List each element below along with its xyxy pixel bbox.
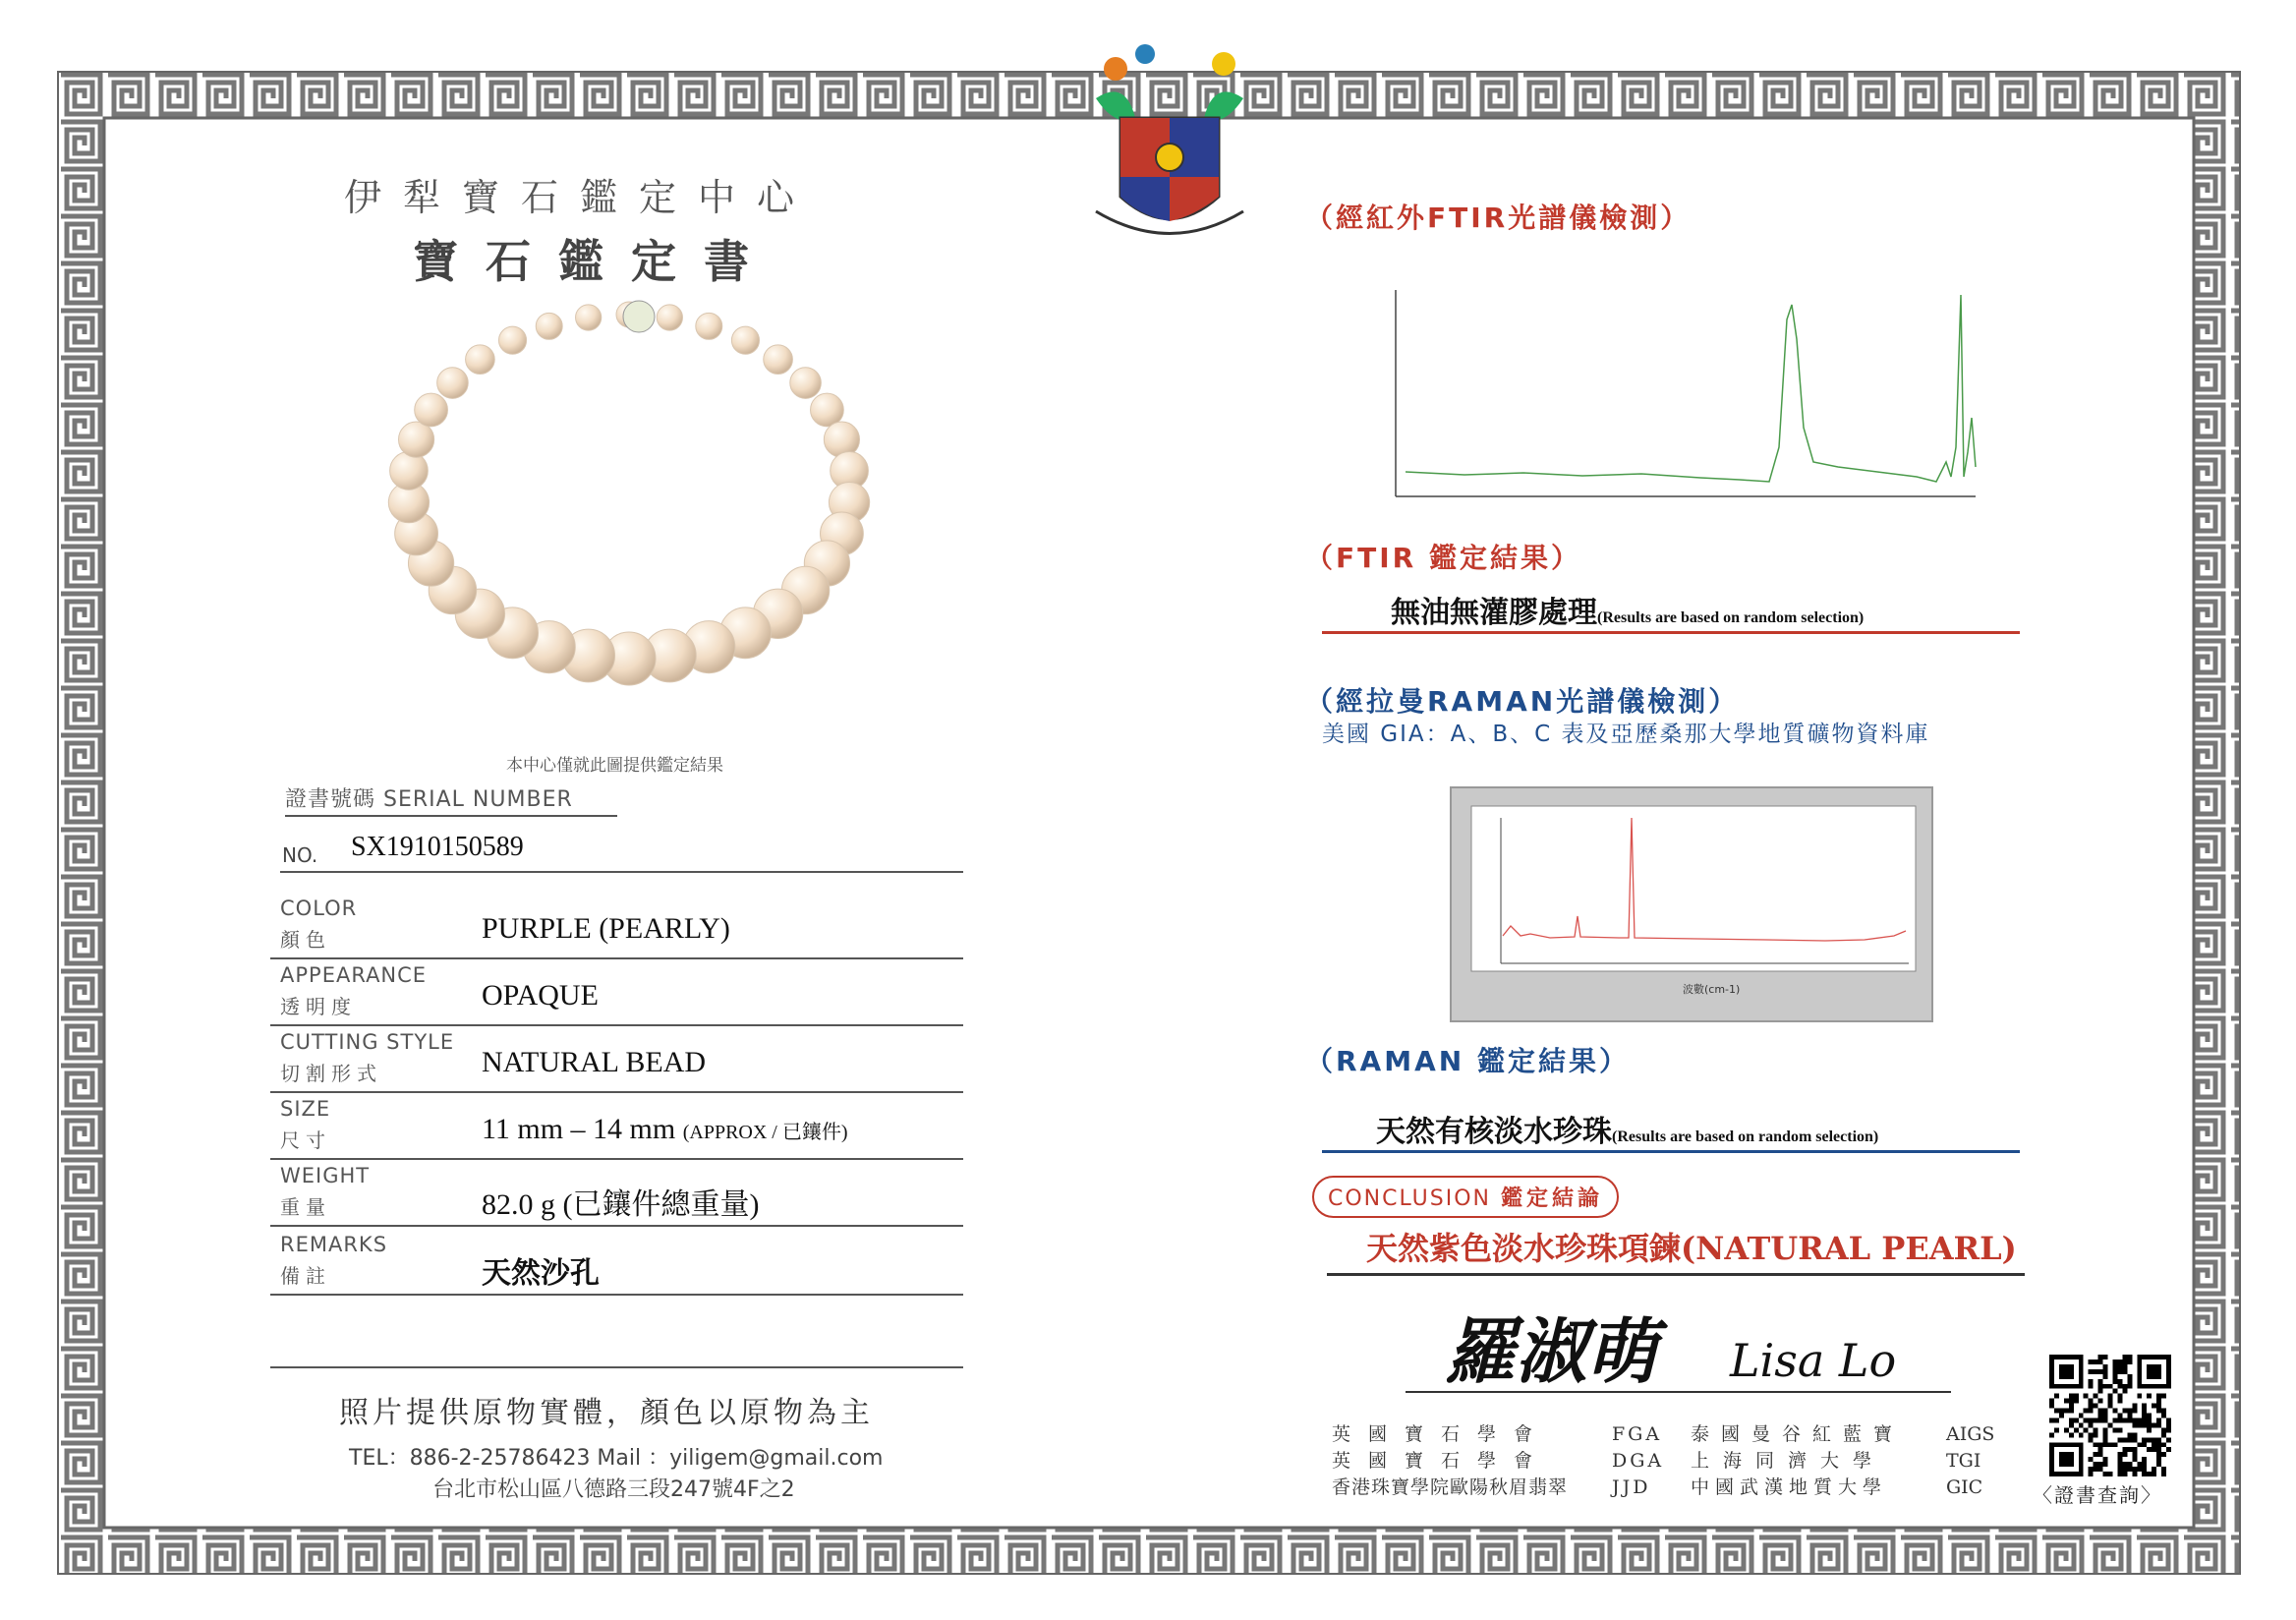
pearl [499, 326, 527, 354]
pearl [657, 305, 682, 330]
center-name: 伊犁寶石鑑定中心 [344, 176, 817, 219]
divider [1327, 1273, 2025, 1276]
credential-row [1332, 1475, 1994, 1501]
field-label-zh: 備註 [280, 1264, 331, 1288]
ftir-result-note: (Results are based on random selection) [1597, 609, 1865, 626]
qr-label: 〈證書查詢〉 [2033, 1483, 2162, 1507]
field-label-en: APPEARANCE [280, 963, 428, 987]
raman-x-axis-label: 波數(cm-1) [1683, 983, 1741, 996]
field-row-appearance [270, 959, 963, 1026]
ftir-result [1391, 588, 1864, 631]
credential-code: FGA [1612, 1423, 1663, 1445]
field-label-zh: 切割形式 [280, 1062, 382, 1085]
ftir-heading: （經紅外FTIR光譜儀檢測） [1305, 202, 1692, 234]
coat-of-arms-logo [1076, 29, 1263, 256]
field-label-en: CUTTING STYLE [280, 1030, 455, 1054]
pearl [696, 313, 722, 339]
raman-database: 美國 GIA：A、B、C 表及亞歷桑那大學地質礦物資料庫 [1322, 722, 1930, 747]
serial-number-row [280, 832, 963, 873]
pearl [466, 345, 495, 375]
ftir-result-text: 無油無灌膠處理 [1391, 596, 1597, 630]
field-row-weight [270, 1160, 963, 1227]
pearl [764, 345, 793, 375]
field-value: 天然沙孔 [482, 1257, 600, 1290]
size-note: (APPROX / 已鑲件) [682, 1122, 848, 1143]
field-label-en: COLOR [280, 897, 358, 920]
field-row-size [270, 1093, 963, 1160]
field-row-remarks [270, 1229, 963, 1296]
photo-caption: 本中心僅就此圖提供鑑定結果 [506, 756, 723, 776]
field-value [482, 1113, 848, 1146]
raman-result [1376, 1107, 1878, 1150]
serial-no-label: NO. [282, 843, 318, 867]
pearl [731, 326, 759, 354]
clasp [623, 301, 655, 332]
field-label-zh: 重量 [280, 1195, 331, 1219]
conclusion-label [1312, 1176, 1619, 1218]
pearl [576, 305, 602, 330]
conclusion-label-en: CONCLUSION [1328, 1186, 1491, 1211]
photo-note: 照片提供原物實體，顏色以原物為主 [339, 1396, 874, 1430]
credential-row [1332, 1448, 1994, 1475]
raman-result-note: (Results are based on random selection) [1612, 1128, 1879, 1145]
address: 台北市松山區八德路三段247號4F之2 [432, 1477, 795, 1502]
raman-spectrum-chart [1450, 786, 1933, 1022]
credential-org: 泰國曼谷紅藍寶 [1691, 1423, 1905, 1445]
serial-label: 證書號碼 SERIAL NUMBER [285, 782, 617, 817]
credential-code: AIGS [1946, 1423, 1995, 1445]
pearl [437, 368, 469, 399]
credential-row [1332, 1421, 1994, 1448]
ftir-result-heading: （FTIR 鑑定結果） [1305, 542, 1581, 574]
credential-code: GIC [1946, 1476, 1983, 1498]
pearl-necklace-photo [344, 280, 914, 732]
field-value: NATURAL BEAD [482, 1046, 707, 1078]
field-label-zh: 透明度 [280, 995, 357, 1018]
field-value: OPAQUE [482, 979, 599, 1012]
credential-org: 上海同濟大學 [1691, 1450, 1886, 1472]
svg-text:羅淑萌: 羅淑萌 [1445, 1309, 1658, 1393]
credential-org: 英國寶石學會 [1332, 1423, 1551, 1445]
raman-result-text: 天然有核淡水珍珠 [1376, 1115, 1612, 1149]
field-row-color [270, 893, 963, 959]
handwritten-signature [1445, 1307, 1956, 1396]
pearl [790, 368, 822, 399]
pearl [390, 451, 429, 490]
conclusion-value: 天然紫色淡水珍珠項鍊(NATURAL PEARL) [1366, 1230, 2017, 1267]
svg-text:Lisa Lo: Lisa Lo [1730, 1334, 1897, 1387]
field-value: PURPLE (PEARLY) [482, 912, 730, 945]
raman-result-heading: （RAMAN 鑑定結果） [1305, 1045, 1630, 1077]
raman-heading: （經拉曼RAMAN光譜儀檢測） [1305, 685, 1740, 718]
credentials-table [1332, 1421, 1994, 1501]
field-row-cutting-style [270, 1026, 963, 1093]
document-title: 寶石鑑定書 [413, 235, 776, 288]
conclusion-label-zh: 鑑定結論 [1501, 1186, 1604, 1211]
field-label-en: SIZE [280, 1097, 331, 1121]
field-label-zh: 尺寸 [280, 1128, 331, 1152]
qr-code[interactable] [2049, 1355, 2171, 1476]
field-value: 82.0 g (已鑲件總重量) [482, 1188, 760, 1221]
credential-code: DGA [1612, 1450, 1665, 1472]
serial-number: SX1910150589 [351, 832, 524, 862]
divider [270, 1366, 963, 1368]
field-label-zh: 顏色 [280, 928, 331, 952]
size-value: 11 mm – 14 mm [482, 1113, 676, 1145]
ftir-spectrum-chart [1366, 280, 1995, 516]
contact-info: TEL：886-2-25786423 Mail ：yiligem@gmail.com [349, 1446, 884, 1471]
credential-code: JJD [1612, 1476, 1651, 1498]
credential-code: TGI [1946, 1450, 1981, 1472]
pearl [399, 422, 434, 457]
field-label-en: WEIGHT [280, 1164, 371, 1187]
credential-org: 中國武漢地質大學 [1691, 1476, 1888, 1498]
credential-org: 英國寶石學會 [1332, 1450, 1551, 1472]
field-label-en: REMARKS [280, 1233, 388, 1256]
pearl [536, 313, 562, 339]
signature-line [1406, 1391, 1951, 1393]
pearl [415, 393, 448, 427]
credential-org: 香港珠寶學院歐陽秋眉翡翠 [1332, 1476, 1569, 1498]
